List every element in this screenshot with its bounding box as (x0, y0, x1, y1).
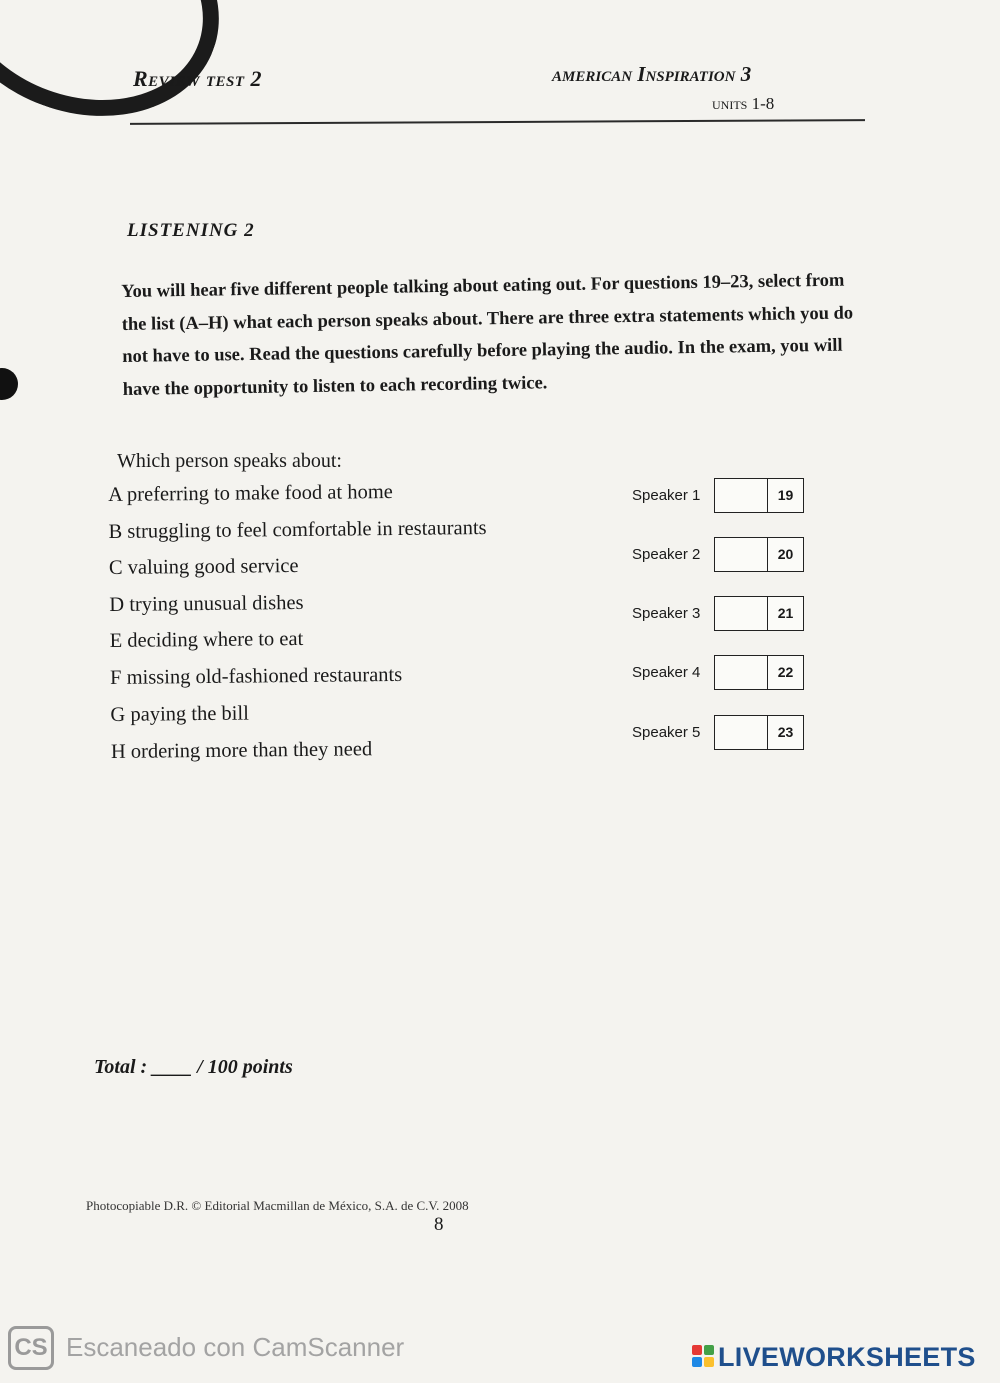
option-d: D trying unusual dishes (109, 591, 304, 616)
question-prompt: Which person speaks about: (117, 450, 342, 472)
speaker-label: Speaker 2 (632, 546, 701, 563)
header-book-title: american Inspiration 3 (552, 62, 752, 86)
speaker-row-4 (628, 655, 808, 691)
copyright-footer: Photocopiable D.R. © Editorial Macmillan de México, S.A. de C.V. 2008 (86, 1198, 469, 1213)
answer-box (714, 655, 804, 690)
binder-clip (0, 368, 18, 400)
speaker-label: Speaker 5 (632, 724, 701, 741)
option-e: E deciding where to eat (109, 627, 304, 652)
liveworksheets-logo-icon (692, 1345, 714, 1367)
option-f: F missing old-fashioned restaurants (109, 663, 403, 689)
answer-input-19[interactable] (715, 479, 768, 512)
option-a: A preferring to make food at home (108, 480, 393, 506)
answer-input-21[interactable] (715, 597, 768, 630)
answer-input-23[interactable] (715, 716, 768, 749)
question-number: 22 (777, 664, 794, 680)
answer-box (714, 478, 804, 513)
total-points: Total : ____ / 100 points (94, 1056, 293, 1078)
option-g: G paying the bill (110, 702, 249, 726)
liveworksheets-text: LIVEWORKSHEETS (718, 1342, 976, 1372)
instructions-text: You will hear five different people talking about eating out. For questions 19–23, select from the list (A–H) what each person speaks about. There are three extra statements which you do not have to use. Read the questions carefully before playing the audio. In the exam, you will have the opportunity to listen to each recording twice. (121, 270, 854, 400)
answer-input-20[interactable] (715, 538, 768, 571)
speaker-row-1 (628, 478, 808, 514)
speaker-label: Speaker 1 (632, 487, 701, 504)
speaker-row-3 (628, 596, 808, 632)
question-number: 19 (777, 487, 794, 503)
speaker-row-5 (628, 715, 808, 751)
answer-box (714, 715, 804, 750)
speaker-answer-grid (628, 0, 828, 800)
options-list (103, 0, 591, 800)
question-number: 23 (777, 724, 794, 740)
camscanner-text: Escaneado con CamScanner (66, 1332, 405, 1362)
question-number: 21 (777, 605, 794, 621)
speaker-label: Speaker 4 (632, 664, 701, 681)
header-test-title: Review test 2 (133, 66, 263, 91)
option-h: H ordering more than they need (110, 738, 373, 763)
question-number: 20 (777, 546, 794, 562)
option-b: B struggling to feel comfortable in restaurants (108, 517, 487, 543)
header-units: units 1-8 (712, 94, 775, 113)
page-number: 8 (434, 1214, 444, 1235)
answer-box (714, 537, 804, 572)
answer-box (714, 596, 804, 631)
section-title: LISTENING 2 (127, 220, 255, 241)
answer-input-22[interactable] (715, 656, 768, 689)
speaker-label: Speaker 3 (632, 605, 701, 622)
camscanner-logo-icon: CS (8, 1326, 54, 1370)
option-c: C valuing good service (108, 554, 299, 579)
speaker-row-2 (628, 537, 808, 573)
